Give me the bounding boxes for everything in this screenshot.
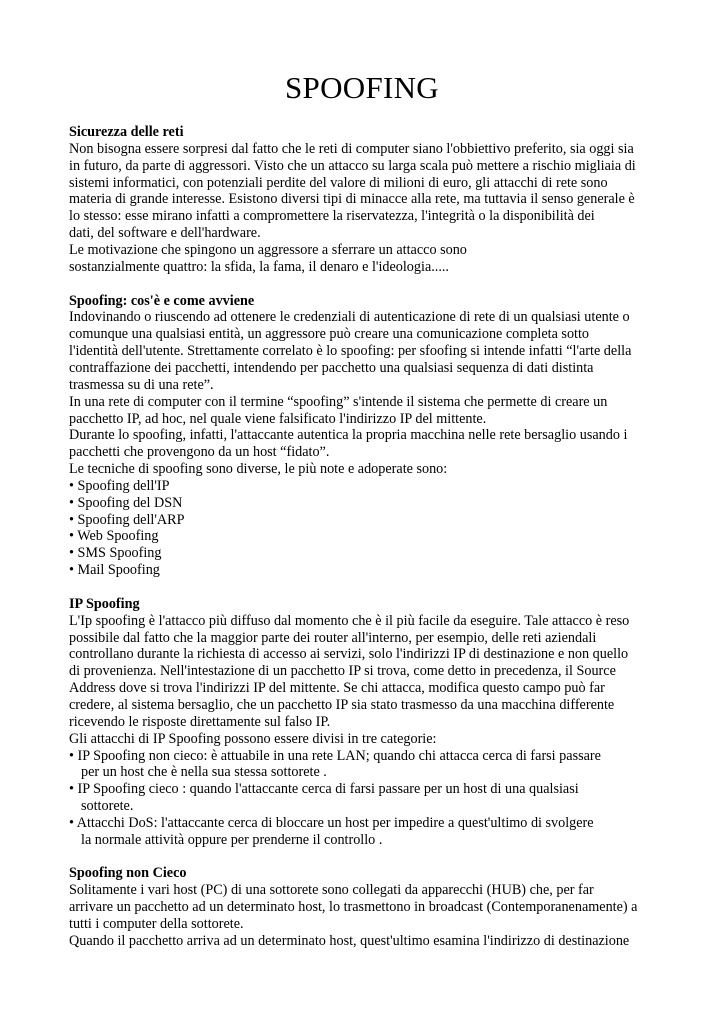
text-line: Le tecniche di spoofing sono diverse, le più note e adoperate sono: (69, 461, 448, 477)
text-line: l'identità dell'utente. Strettamente correlato è lo spoofing: per sfoofing si intende infatti “l'arte della (69, 343, 632, 360)
section-heading: Spoofing non Cieco (69, 865, 187, 882)
text-line: Solitamente i vari host (PC) di una sottorete sono collegati da apparecchi (HUB) che, per far (69, 882, 594, 899)
text-line: • IP Spoofing cieco : quando l'attaccante cerca di farsi passare per un host di una qualsiasi (69, 781, 579, 798)
text-line: dati, del software e dell'hardware. (69, 225, 261, 242)
text-line: pacchetto IP, ad hoc, nel quale viene falsificato l'indirizzo IP del mittente. (69, 410, 487, 427)
text-line: trasmessa su di una rete”. (69, 376, 214, 393)
text-line: Non bisogna essere sorpresi dal fatto che le reti di computer siano l'obbiettivo preferito, sia oggi sia (69, 140, 634, 157)
text-line: sostanzialmente quattro: la sfida, la fama, il denaro e l'ideologia..... (69, 258, 449, 275)
text-line: controllano durante la richiesta di accesso ai servizi, solo l'indirizzi IP di destinazione e non quello (69, 646, 629, 663)
text-line: • Web Spoofing (69, 528, 159, 545)
text-line: Address dove si trova l'indirizzi IP del mittente. Se chi attacca, modifica questo campo può far (69, 680, 605, 697)
text-line: arrivare un pacchetto ad un determinato host, lo trasmettono in broadcast (Contemporanenamente) a (69, 899, 638, 916)
text-line: per un host che è nella sua stessa sottorete . (81, 764, 327, 781)
document-title: SPOOFING (285, 70, 439, 105)
text-line: • Spoofing del DSN (69, 494, 183, 511)
text-line: Indovinando o riuscendo ad ottenere le credenziali di autenticazione di rete di un qualsiasi utente o (69, 309, 630, 326)
text-line: la normale attività oppure per prenderne il controllo . (81, 831, 383, 848)
text-line: Quando il pacchetto arriva ad un determinato host, quest'ultimo esamina l'indirizzo di destinazione (69, 932, 630, 949)
text-line: L'Ip spoofing è l'attacco più diffuso dal momento che è il più facile da eseguire. Tale attacco è reso (69, 612, 630, 629)
text-line: pacchetti che provengono da un host “fidato”. (69, 444, 330, 461)
text-line: • IP Spoofing non cieco: è attuabile in una rete LAN; quando chi attacca cerca di farsi passare (69, 747, 601, 764)
text-line: di provenienza. Nell'intestazione di un pacchetto IP si trova, come detto in precedenza, il Source (69, 663, 616, 680)
text-line: credere, al sistema bersaglio, che un pacchetto IP sia stato trasmesso da una macchina differente (69, 696, 615, 713)
text-line: • Spoofing dell'IP (69, 477, 170, 494)
text-line: tutti i computer della sottorete. (69, 916, 244, 932)
text-line: • Mail Spoofing (69, 562, 160, 579)
section-heading: Spoofing: cos'è e come avviene (69, 292, 255, 309)
section-heading: IP Spoofing (69, 595, 140, 612)
text-line: • Attacchi DoS: l'attaccante cerca di bloccare un host per impedire a quest'ultimo di svolgere (69, 814, 594, 831)
section-heading: Sicurezza delle reti (69, 124, 184, 140)
text-line: Le motivazione che spingono un aggressore a sferrare un attacco sono (69, 242, 467, 258)
text-line: contraffazione dei pacchetti, intendendo per pacchetto una qualsiasi sequenza di dati distinta (69, 359, 594, 376)
text-line: • SMS Spoofing (69, 545, 162, 562)
text-line: In una rete di computer con il termine “spoofing” s'intende il sistema che permette di creare un (69, 393, 608, 410)
text-line: Durante lo spoofing, infatti, l'attaccante autentica la propria macchina nelle rete bersaglio usando i (69, 427, 628, 444)
text-line: in futuro, da parte di aggressori. Visto che un attacco su larga scala può mettere a rischio migliaia di (69, 157, 636, 174)
text-line: lo stesso: esse mirano infatti a compromettere la riservatezza, l'integrità o la disponibilità dei (69, 208, 595, 225)
text-line: Gli attacchi di IP Spoofing possono essere divisi in tre categorie: (69, 730, 437, 747)
text-line: sistemi informatici, con potenziali perdite del valore di milioni di euro, gli attacchi di rete sono (69, 174, 608, 191)
text-line: possibile dal fatto che la maggior parte dei router all'interno, per esempio, delle reti aziendali (69, 629, 597, 646)
text-line: ricevendo le risposte direttamente sul falso IP. (69, 713, 331, 730)
text-line: comunque una qualsiasi entità, un aggressore può creare una comunicazione completa sotto (69, 326, 590, 343)
text-line: sottorete. (81, 798, 134, 814)
text-line: • Spoofing dell'ARP (69, 511, 185, 528)
text-line: materia di grande interesse. Esistono diversi tipi di minacce alla rete, ma tuttavia il senso generale è (69, 191, 635, 208)
